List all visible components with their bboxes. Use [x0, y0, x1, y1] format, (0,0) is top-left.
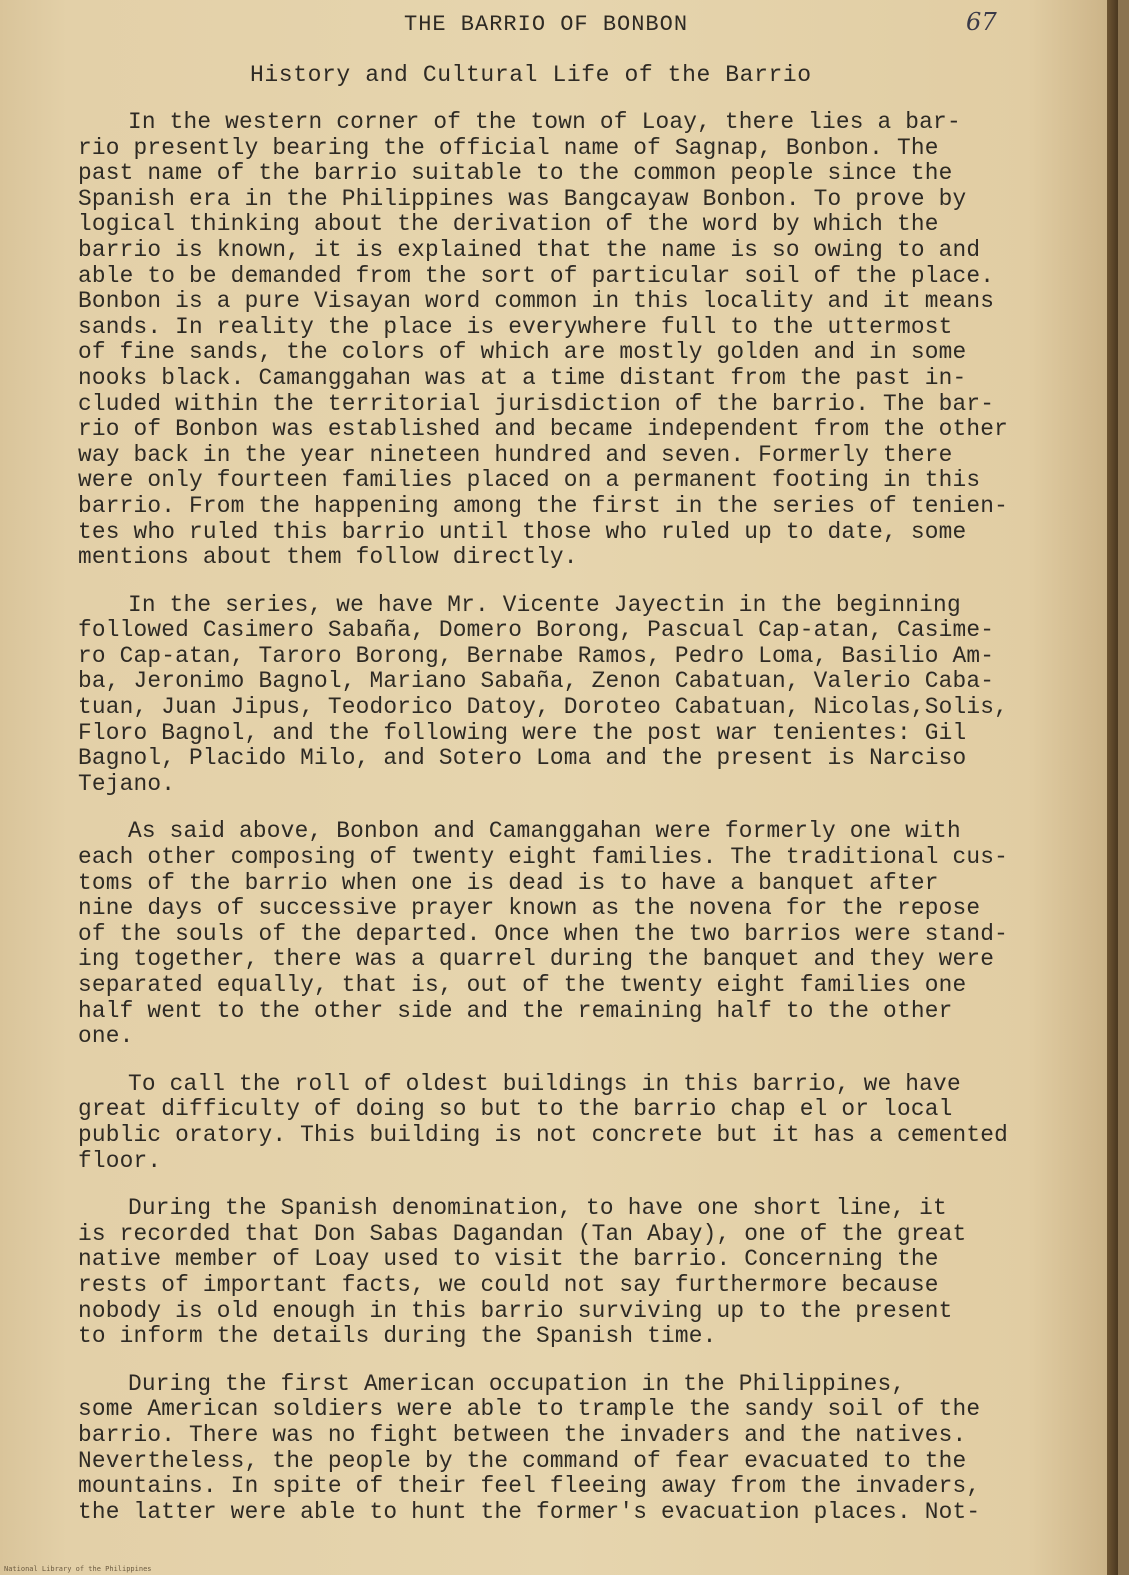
text-line: During the Spanish denomination, to have one short line, it — [128, 1195, 947, 1222]
text-line: the latter were able to hunt the former's evacuation places. Not- — [78, 1498, 981, 1525]
text-line: logical thinking about the derivation of the word by which the — [78, 211, 939, 238]
text-line: tuan, Juan Jipus, Teodorico Datoy, Doroteo Cabatuan, Nicolas,Solis, — [78, 694, 1008, 721]
text-line: sands. In reality the place is everywhere full to the uttermost — [78, 313, 953, 340]
text-line: In the western corner of the town of Loay, there lies a bar- — [128, 109, 961, 135]
text-line: tes who ruled this barrio until those who ruled up to date, some — [78, 518, 967, 545]
text-line: native member of Loay used to visit the barrio. Concerning the — [78, 1246, 939, 1273]
text-line: Bagnol, Placido Milo, and Sotero Loma and the present is Narciso — [78, 745, 967, 772]
paragraph — [78, 110, 1088, 571]
paragraph — [78, 1072, 1088, 1174]
text-line: separated equally, that is, out of the twenty eight families one — [78, 972, 967, 998]
text-line: able to be demanded from the sort of particular soil of the place. — [78, 262, 995, 289]
text-line: nobody is old enough in this barrio surviving up to the present — [78, 1297, 953, 1324]
text-line: public oratory. This building is not concrete but it has a cemented — [78, 1121, 1008, 1148]
text-line: mountains. In spite of their feel fleeing away from the invaders, — [78, 1473, 981, 1500]
page-header — [78, 8, 1088, 48]
paragraph — [78, 819, 1088, 1049]
text-line: Floro Bagnol, and the following were the post war tenientes: Gil — [78, 719, 967, 746]
page-number: 67 — [966, 8, 997, 36]
text-line: to inform the details during the Spanish time. — [78, 1323, 717, 1350]
text-line: past name of the barrio suitable to the common people since the — [78, 160, 953, 187]
text-line: rio presently bearing the official name of Sagnap, Bonbon. The — [78, 134, 939, 161]
text-line: nine days of successive prayer known as the novena for the repose — [78, 895, 981, 922]
text-line: cluded within the territorial jurisdiction of the barrio. The bar- — [78, 390, 995, 417]
text-line: rio of Bonbon was established and became independent from the other — [78, 416, 1008, 443]
section-title: History and Cultural Life of the Barrio — [250, 62, 812, 88]
text-line: barrio is known, it is explained that the name is so owing to and — [78, 236, 981, 263]
text-line: As said above, Bonbon and Camanggahan were formerly one with — [128, 818, 961, 845]
text-line: followed Casimero Sabaña, Domero Borong, Pascual Cap-atan, Casime- — [78, 617, 995, 644]
text-line: half went to the other side and the remaining half to the other — [78, 997, 953, 1024]
text-line: To call the roll of oldest buildings in this barrio, we have — [128, 1070, 961, 1097]
text-line: of fine sands, the colors of which are mostly golden and in some — [78, 339, 967, 366]
text-line: mentions about them follow directly. — [78, 544, 578, 571]
text-line: Nevertheless, the people by the command of fear evacuated to the — [78, 1447, 967, 1474]
text-line: is recorded that Don Sabas Dagandan (Tan Abay), one of the great — [78, 1220, 967, 1247]
text-line: nooks black. Camanggahan was at a time distant from the past in- — [78, 364, 967, 391]
text-line: each other composing of twenty eight families. The traditional cus- — [78, 844, 1008, 871]
text-line: During the first American occupation in the Philippines, — [128, 1370, 906, 1397]
text-line: ing together, there was a quarrel during the banquet and they were — [78, 946, 995, 973]
text-line: In the series, we have Mr. Vicente Jayectin in the beginning — [128, 591, 961, 618]
document-body — [78, 8, 1088, 1525]
text-line: rests of important facts, we could not say furthermore because — [78, 1271, 939, 1298]
paragraph-list — [78, 110, 1088, 1525]
text-line: one. — [78, 1023, 134, 1050]
text-line: were only fourteen families placed on a permanent footing in this — [78, 467, 981, 494]
paragraph — [78, 1372, 1088, 1526]
text-line: barrio. From the happening among the first in the series of tenien- — [78, 492, 1008, 519]
text-line: ba, Jeronimo Bagnol, Mariano Sabaña, Zenon Cabatuan, Valerio Caba- — [78, 668, 995, 695]
paragraph — [78, 1196, 1088, 1350]
text-line: great difficulty of doing so but to the barrio chap el or local — [78, 1096, 953, 1123]
text-line: of the souls of the departed. Once when the two barrios were stand- — [78, 920, 1008, 947]
text-line: some American soldiers were able to trample the sandy soil of the — [78, 1396, 981, 1423]
text-line: ro Cap-atan, Taroro Borong, Bernabe Ramos, Pedro Loma, Basilio Am- — [78, 642, 995, 669]
text-line: Spanish era in the Philippines was Bangcayaw Bonbon. To prove by — [78, 185, 967, 212]
page-binding-edge — [1107, 0, 1118, 1575]
running-head: THE BARRIO OF BONBON — [404, 12, 689, 37]
text-line: toms of the barrio when one is dead is to have a banquet after — [78, 869, 939, 896]
text-line: barrio. There was no fight between the invaders and the natives. — [78, 1421, 967, 1448]
text-line: way back in the year nineteen hundred and seven. Formerly there — [78, 441, 953, 468]
paragraph — [78, 593, 1088, 798]
footer-note: National Library of the Philippines — [4, 1565, 152, 1573]
text-line: floor. — [78, 1147, 162, 1174]
text-line: Bonbon is a pure Visayan word common in this locality and it means — [78, 288, 995, 315]
text-line: Tejano. — [78, 770, 176, 797]
